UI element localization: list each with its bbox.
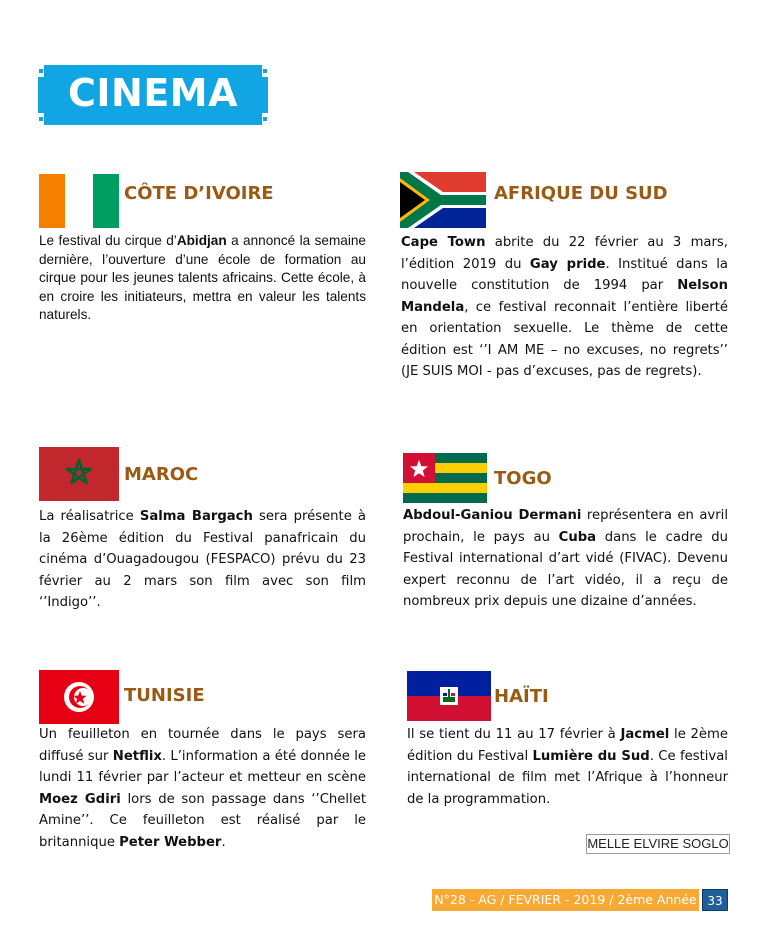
highlighted-name: Netflix: [112, 748, 162, 764]
highlighted-name: Peter Webber: [119, 834, 222, 850]
togo-text: Abdoul-Ganiou Dermani représentera en avril prochain, le pays au Cuba dans le cadre du Festival international d’art vidé (FIVAC). Devenu expert reconnu de l’art vidéo, il a reçu de nombreux prix depuis une dizaine d’années.: [403, 508, 728, 609]
highlighted-name: Salma Bargach: [139, 509, 253, 524]
cinema-banner: [38, 65, 268, 125]
issue-footer: N°28 - AG / FEVRIER - 2019 / 2ème Année: [432, 889, 699, 911]
haiti-text: Il se tient du 11 au 17 février à Jacmel le 2ème édition du Festival Lumière du Sud. Ce festival international de film met l’Afrique à l’honneur de la programmation.: [407, 727, 729, 807]
highlighted-name: Abdoul-Ganiou Dermani: [403, 508, 582, 523]
section-title: CINEMA: [67, 71, 238, 115]
togo-flag: [403, 453, 487, 503]
cote-divoire-heading: CÔTE D’IVOIRE: [124, 183, 274, 204]
morocco-flag: [39, 447, 119, 501]
highlighted-name: Abidjan: [176, 233, 227, 248]
cote-divoire-flag: [39, 174, 119, 228]
highlighted-name: Nelson Mandela: [401, 278, 728, 315]
author-byline: MELLE ELVIRE SOGLO: [586, 834, 730, 854]
page-number: 33: [702, 889, 728, 911]
highlighted-name: Jacmel: [620, 727, 670, 742]
morocco-heading: MAROC: [124, 464, 199, 485]
highlighted-name: Moez Gdiri: [39, 791, 121, 807]
tunisia-flag: [39, 670, 119, 724]
south-africa-heading: AFRIQUE DU SUD: [494, 183, 668, 204]
tunisia-heading: TUNISIE: [124, 685, 205, 706]
haiti-heading: HAÏTI: [494, 686, 549, 707]
togo-heading: TOGO: [494, 468, 552, 489]
tunisia-text: Un feuilleton en tournée dans le pays sera diffusé sur Netflix. L’information a été donnée le lundi 11 février par l’acteur et metteur en scène Moez Gdiri lors de son passage dans ‘’Chellet Amine’’. Ce feuilleton est réalisé par le britannique Peter Webber.: [39, 727, 366, 850]
highlighted-name: Cape Town: [401, 235, 486, 250]
haiti-flag: [407, 671, 491, 721]
highlighted-name: Cuba: [558, 529, 597, 545]
morocco-text: La réalisatrice Salma Bargach sera présente à la 26ème édition du Festival panafricain du cinéma d’Ouagadougou (FESPACO) prévu du 23 février au 2 mars son film avec son film ‘’Indigo’’.: [39, 509, 366, 610]
highlighted-name: Lumière du Sud: [532, 748, 650, 764]
south-africa-text: Cape Town abrite du 22 février au 3 mars, l’édition 2019 du Gay pride. Institué dans la nouvelle constitution de 1994 par Nelson Mandela, ce festival reconnait l’entière liberté en orientation sexuelle. Le thème de cette édition est ‘’I AM ME – no excuses, no regrets’’ (JE SUIS MOI - pas d’excuses, pas de regrets).: [401, 235, 729, 379]
south-africa-flag: [400, 172, 486, 228]
highlighted-name: Gay pride: [529, 256, 606, 272]
cote-divoire-text: Le festival du cirque d’Abidjan a annoncé la semaine dernière, l’ouverture d’une école de formation au cirque pour les jeunes talents africains. Cette école, à en croire les initiateurs, mettra en valeur les talents naturels.: [39, 233, 366, 322]
